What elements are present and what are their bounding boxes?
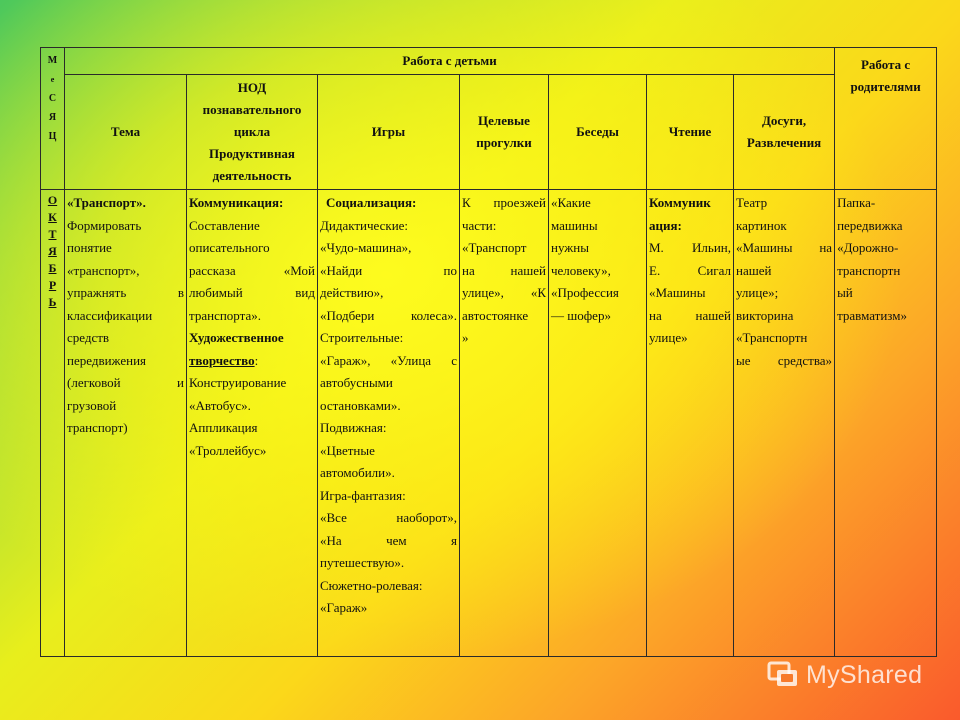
talks-line: человеку», xyxy=(551,262,611,278)
games-line: Игра-фантазия: xyxy=(320,487,406,503)
walks-line: части: xyxy=(462,217,497,233)
games-line: «Гараж» xyxy=(320,600,368,615)
nod-header-line: цикла xyxy=(233,124,271,139)
theme-text xyxy=(67,215,184,440)
reading-line: улице» xyxy=(649,330,688,345)
nod-header-line: деятельность xyxy=(212,168,292,183)
nod-cell xyxy=(187,190,318,657)
theme-line: понятие xyxy=(67,240,112,255)
games-title: Социализация: xyxy=(326,195,417,210)
games-line: автобусными xyxy=(320,375,393,390)
nod-header-line: Продуктивная xyxy=(209,146,295,161)
games-line: Строительные: xyxy=(320,330,404,345)
parents-line: Папка- xyxy=(837,195,876,210)
month-header-letter: С xyxy=(48,93,57,104)
leisure-line: улице»; xyxy=(736,285,779,300)
games-line: «Все наоборот», xyxy=(320,510,457,525)
parents-line: травматизм» xyxy=(837,307,907,323)
games-line: путешествую». xyxy=(320,555,405,570)
games-line: «Цветные xyxy=(320,442,375,458)
games-line: «Гараж», «Улица с xyxy=(320,352,457,368)
nod-communication-text xyxy=(189,215,315,328)
leisure-line: Театр xyxy=(736,195,768,210)
walks-line: на нашей xyxy=(462,262,546,278)
parents-text xyxy=(837,192,934,327)
games-line: «Найди по xyxy=(320,262,457,278)
theme-line: упражнять в xyxy=(67,285,184,300)
walks-line: » xyxy=(462,330,469,345)
reading-line: Е. Сигал xyxy=(649,262,731,278)
leisure-line: викторина xyxy=(736,307,794,323)
month-letter: Ь xyxy=(48,295,57,309)
nod-line: любимый вид xyxy=(189,285,315,300)
reading-cell xyxy=(647,190,734,657)
walks-column-header: Целевые прогулки xyxy=(460,75,549,190)
nod-communication-title: Коммуникация: xyxy=(189,195,284,210)
month-header-label xyxy=(41,52,64,146)
leisure-line: нашей xyxy=(736,262,772,278)
nod-line: рассказа «Мой xyxy=(189,262,315,278)
games-column-header: Игры xyxy=(318,75,460,190)
myshared-logo-text: MyShared xyxy=(806,660,923,689)
month-letter: О xyxy=(47,193,58,207)
talks-line: нужны xyxy=(551,240,589,255)
theme-cell xyxy=(65,190,187,657)
theme-title: «Транспорт». xyxy=(67,195,146,210)
games-cell xyxy=(318,190,460,657)
leisure-column-header: Досуги, Развлечения xyxy=(734,75,835,190)
nod-line: транспорта». xyxy=(189,307,261,323)
walks-cell xyxy=(460,190,549,657)
nod-art-title-a: Художественное xyxy=(189,330,284,345)
theme-line: (легковой и xyxy=(67,375,184,390)
games-line: «На чем я xyxy=(320,532,457,548)
month-letter: К xyxy=(48,210,57,224)
games-line: Подвижная: xyxy=(320,420,387,435)
nod-art-title-b: творчество xyxy=(189,352,255,368)
nod-line: Аппликация xyxy=(189,420,258,435)
theme-line: «транспорт», xyxy=(67,262,140,278)
nod-line: «Троллейбус» xyxy=(189,442,267,458)
talks-line: «Какие xyxy=(551,195,591,210)
nod-line: «Автобус». xyxy=(189,397,251,413)
games-line: действию», xyxy=(320,285,384,300)
month-letter: Б xyxy=(48,261,57,275)
games-line: «Подбери колеса». xyxy=(320,307,457,323)
theme-column-header: Тема xyxy=(65,75,187,190)
games-text xyxy=(320,215,457,620)
nod-line: Составление xyxy=(189,217,260,233)
walks-line: автостоянке xyxy=(462,307,529,323)
reading-title xyxy=(649,192,731,237)
walks-line: К проезжей xyxy=(462,195,546,210)
walks-line: «Транспорт xyxy=(462,240,527,255)
reading-line: «Машины xyxy=(649,285,706,300)
leisure-line: «Транспортн xyxy=(736,330,808,345)
reading-line: на нашей xyxy=(649,307,731,323)
nod-column-header xyxy=(187,75,318,190)
games-line: автомобили». xyxy=(320,465,395,480)
parents-line: «Дорожно- xyxy=(837,240,899,255)
month-header-cell xyxy=(41,48,65,190)
talks-cell xyxy=(549,190,647,657)
parents-cell xyxy=(835,190,937,657)
myshared-logo-icon xyxy=(766,658,802,692)
nod-art-text xyxy=(189,372,315,462)
games-line: Дидактические: xyxy=(320,217,409,233)
nod-line: Конструирование xyxy=(189,375,287,390)
walks-line: улице», «К xyxy=(462,285,546,300)
nod-line: описательного xyxy=(189,240,270,255)
parents-line: транспортн xyxy=(837,262,901,278)
nod-art-title-c: : xyxy=(254,352,259,368)
theme-line: классификации xyxy=(67,307,153,323)
month-header-letter: М xyxy=(47,55,58,66)
theme-line: транспорт) xyxy=(67,420,128,435)
month-header-letter: Ц xyxy=(48,131,57,142)
games-line: остановками». xyxy=(320,397,401,413)
month-letter: Т xyxy=(48,227,57,241)
month-letter: Р xyxy=(48,278,57,292)
talks-text xyxy=(551,192,644,327)
month-header-letter: е xyxy=(50,75,55,84)
reading-title-line: ация: xyxy=(649,217,682,233)
leisure-line: картинок xyxy=(736,217,787,233)
plan-table xyxy=(40,47,937,657)
talks-line: — шофер» xyxy=(551,307,611,323)
theme-line: средств xyxy=(67,330,110,345)
month-cell xyxy=(41,190,65,657)
theme-line: Формировать xyxy=(67,217,142,233)
nod-art-title-row xyxy=(189,350,315,373)
talks-line: машины xyxy=(551,217,598,233)
leisure-line: ые средства» xyxy=(736,352,833,368)
reading-column-header: Чтение xyxy=(647,75,734,190)
parents-line: ый xyxy=(837,285,853,300)
month-letter: Я xyxy=(48,244,57,258)
walks-text xyxy=(462,192,546,350)
reading-line: М. Ильин, xyxy=(649,240,731,255)
talks-column-header: Беседы xyxy=(549,75,647,190)
myshared-logo xyxy=(766,655,936,695)
reading-title-line: Коммуник xyxy=(649,195,711,210)
games-line: «Чудо-машина», xyxy=(320,240,412,255)
talks-line: «Профессия xyxy=(551,285,619,300)
month-october-label xyxy=(41,192,64,311)
theme-line: передвижения xyxy=(67,352,147,368)
reading-text xyxy=(649,237,731,350)
games-line: Сюжетно-ролевая: xyxy=(320,577,423,593)
leisure-cell xyxy=(734,190,835,657)
leisure-line: «Машины на xyxy=(736,240,833,255)
theme-line: грузовой xyxy=(67,397,117,413)
nod-header-line: познавательного xyxy=(202,102,302,117)
parents-work-header: Работа с родителями xyxy=(835,48,937,190)
month-header-letter: Я xyxy=(48,112,57,123)
nod-header-line: НОД xyxy=(237,80,267,95)
parents-line: передвижка xyxy=(837,217,903,233)
children-work-header: Работа с детьми xyxy=(65,48,835,75)
leisure-text xyxy=(736,192,832,372)
